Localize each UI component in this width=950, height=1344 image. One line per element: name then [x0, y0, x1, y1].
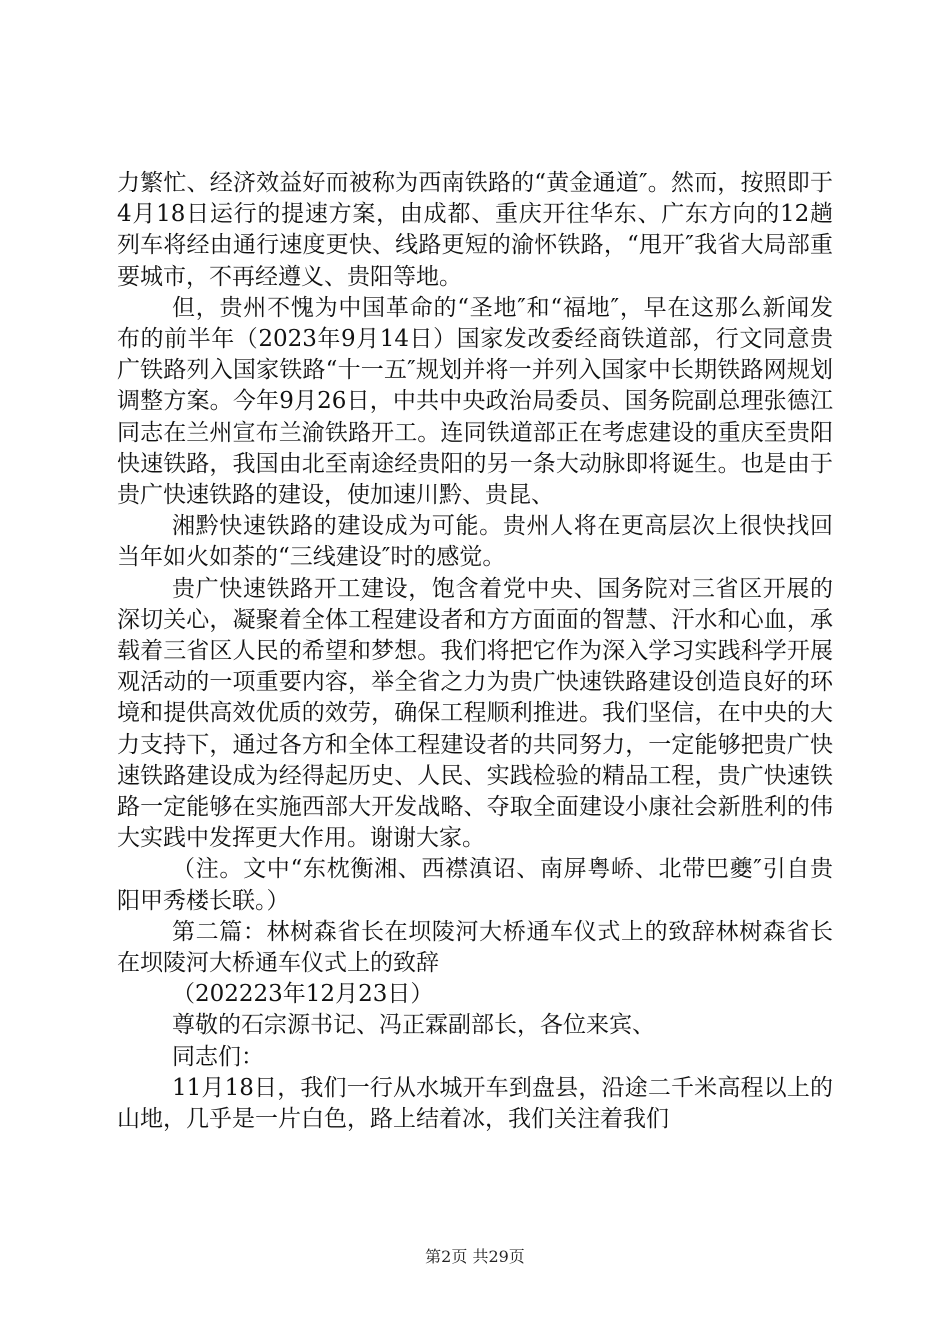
paragraph-2: 但，贵州不愧为中国革命的“圣地″和“福地″，早在这那么新闻发布的前半年（2023年9月14日）国家发改委经商铁道部，行文同意贵广铁路列入国家铁路“十一五″规划并将一并列入国家中长期铁路网规划调整方案。今年9月26日，中共中央政治局委员、国务院副总理张德江同志在兰州宣布兰渝铁路开工。连同铁道部正在考虑建设的重庆至贵阳快速铁路，我国由北至南途经贵阳的另一条大动脉即将诞生。也是由于贵广快速铁路的建设，使加速川黔、贵昆、: [117, 294, 833, 509]
section-heading: 第二篇：林树森省长在坝陵河大桥通车仪式上的致辞林树森省长在坝陵河大桥通车仪式上的致辞: [117, 918, 833, 977]
paragraph-note: （注。文中“东枕衡湘、西襟滇诏、南屏粤峤、北带巴夔″引自贵阳甲秀楼长联。）: [117, 856, 833, 914]
speech-date: （202223年12月23日）: [172, 981, 434, 1008]
paragraph-3: 湘黔快速铁路的建设成为可能。贵州人将在更高层次上很快找回当年如火如荼的“三线建设″时的感觉。: [117, 513, 833, 571]
paragraph-speech-start: 11月18日，我们一行从水城开车到盘县，沿途二千米高程以上的山地，几乎是一片白色，路上结着冰，我们关注着我们: [117, 1074, 833, 1133]
paragraph-4: 贵广快速铁路开工建设，饱含着党中央、国务院对三省区开展的深切关心，凝聚着全体工程建设者和方方面面的智慧、汗水和心血，承载着三省区人民的希望和梦想。我们将把它作为深入学习实践科学开展观活动的一项重要内容，举全省之力为贵广快速铁路建设创造良好的环境和提供高效优质的效劳，确保工程顺利推进。我们坚信，在中央的大力支持下，通过各方和全体工程建设者的共同努力，一定能够把贵广快速铁路建设成为经得起历史、人民、实践检验的精品工程，贵广快速铁路一定能够在实施西部大开发战略、夺取全面建设小康社会新胜利的伟大实践中发挥更大作用。谢谢大家。: [117, 575, 833, 852]
salutation-comrades: 同志们：: [172, 1043, 264, 1070]
document-body: [117, 168, 833, 1135]
paragraph-1: 力繁忙、经济效益好而被称为西南铁路的“黄金通道″。然而，按照即于4月18日运行的提速方案，由成都、重庆开往华东、广东方向的12趟列车将经由通行速度更快、线路更短的渝怀铁路，“甩开″我省大局部重要城市，不再经遵义、贵阳等地。: [117, 170, 833, 290]
salutation: 尊敬的石宗源书记、冯正霖副部长，各位来宾、: [172, 1012, 655, 1039]
page-number-footer: 第2页 共29页: [425, 1247, 525, 1266]
